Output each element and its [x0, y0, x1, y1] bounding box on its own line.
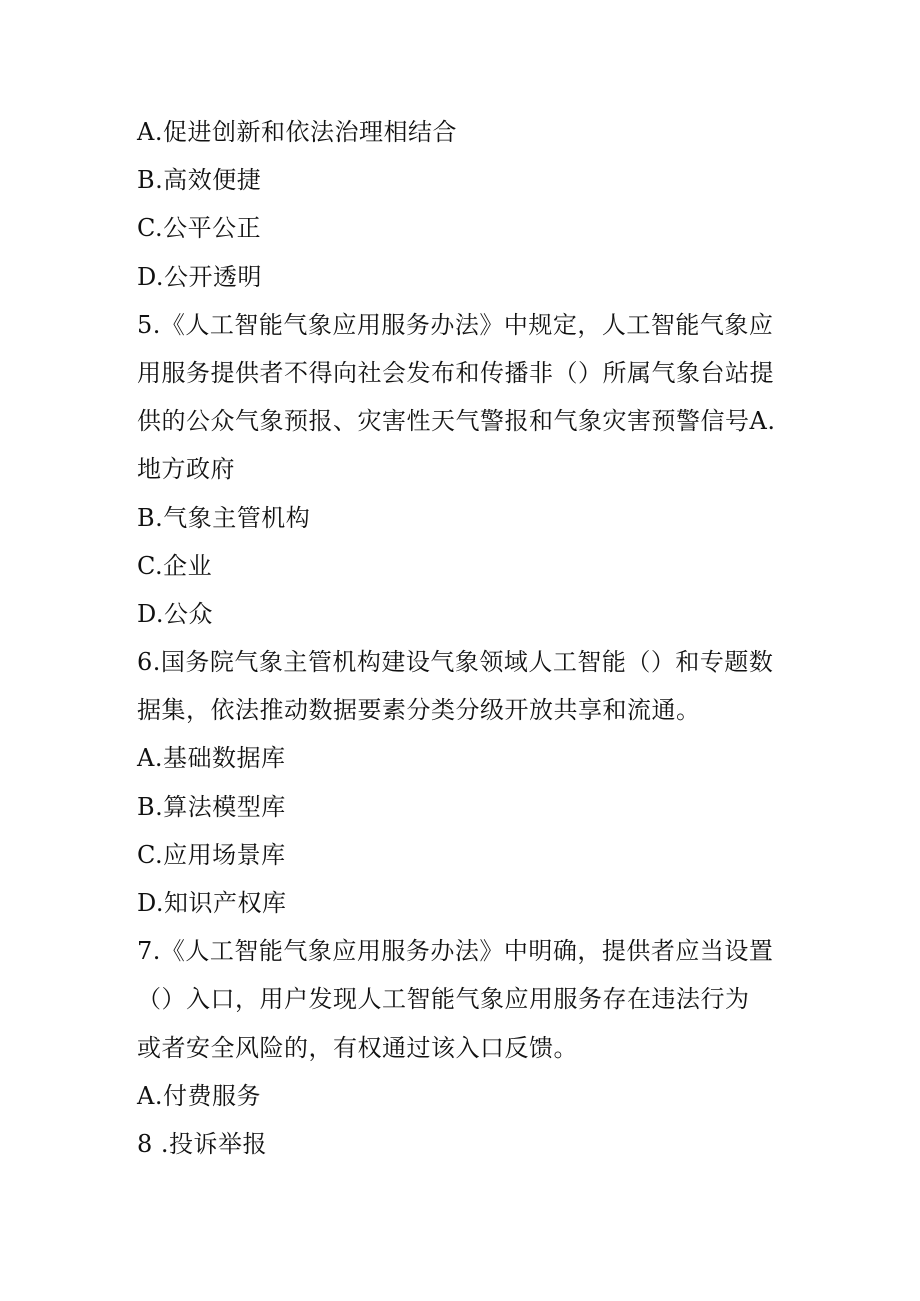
q4-option-d: D.公开透明 — [137, 262, 263, 291]
q7-text-line-2: （）入口，用户发现人工智能气象应用服务存在违法行为 — [137, 985, 750, 1014]
q5-option-a: 地方政府 — [137, 455, 235, 484]
q6-option-d: D.知识产权库 — [137, 889, 287, 917]
q4-option-b: B.高效便捷 — [137, 166, 262, 195]
q5-text-line-3: 供的公众气象预报、灾害性天气警报和气象灾害预警信号A. — [137, 407, 776, 436]
q6-text-line-2: 据集，依法推动数据要素分类分级开放共享和流通。 — [137, 696, 701, 725]
q6-option-a: A.基础数据库 — [137, 744, 286, 773]
q7-option-b: 8 .投诉举报 — [137, 1129, 268, 1158]
q6-option-b: B.算法模型库 — [137, 792, 286, 821]
q4-option-c: C.公平公正 — [137, 214, 262, 243]
q7-text-line-1: 7.《人工智能气象应用服务办法》中明确，提供者应当设置 — [137, 937, 774, 966]
document-body — [137, 108, 797, 1168]
q5-text-line-1: 5.《人工智能气象应用服务办法》中规定，人工智能气象应 — [137, 310, 774, 339]
q5-option-c: C.企业 — [137, 551, 213, 580]
q5-text-line-2: 用服务提供者不得向社会发布和传播非（）所属气象台站提 — [137, 358, 774, 387]
q6-option-c: C.应用场景库 — [137, 840, 286, 869]
q7-text-line-3: 或者安全风险的，有权通过该入口反馈。 — [137, 1033, 578, 1062]
q5-option-b: B.气象主管机构 — [137, 503, 311, 532]
q4-option-a: A.促进创新和依法治理相结合 — [137, 118, 457, 146]
q6-text-line-1: 6.国务院气象主管机构建设气象领域人工智能（）和专题数 — [137, 648, 774, 677]
q7-option-a: A.付费服务 — [137, 1081, 261, 1110]
q5-option-d: D.公众 — [137, 599, 214, 628]
